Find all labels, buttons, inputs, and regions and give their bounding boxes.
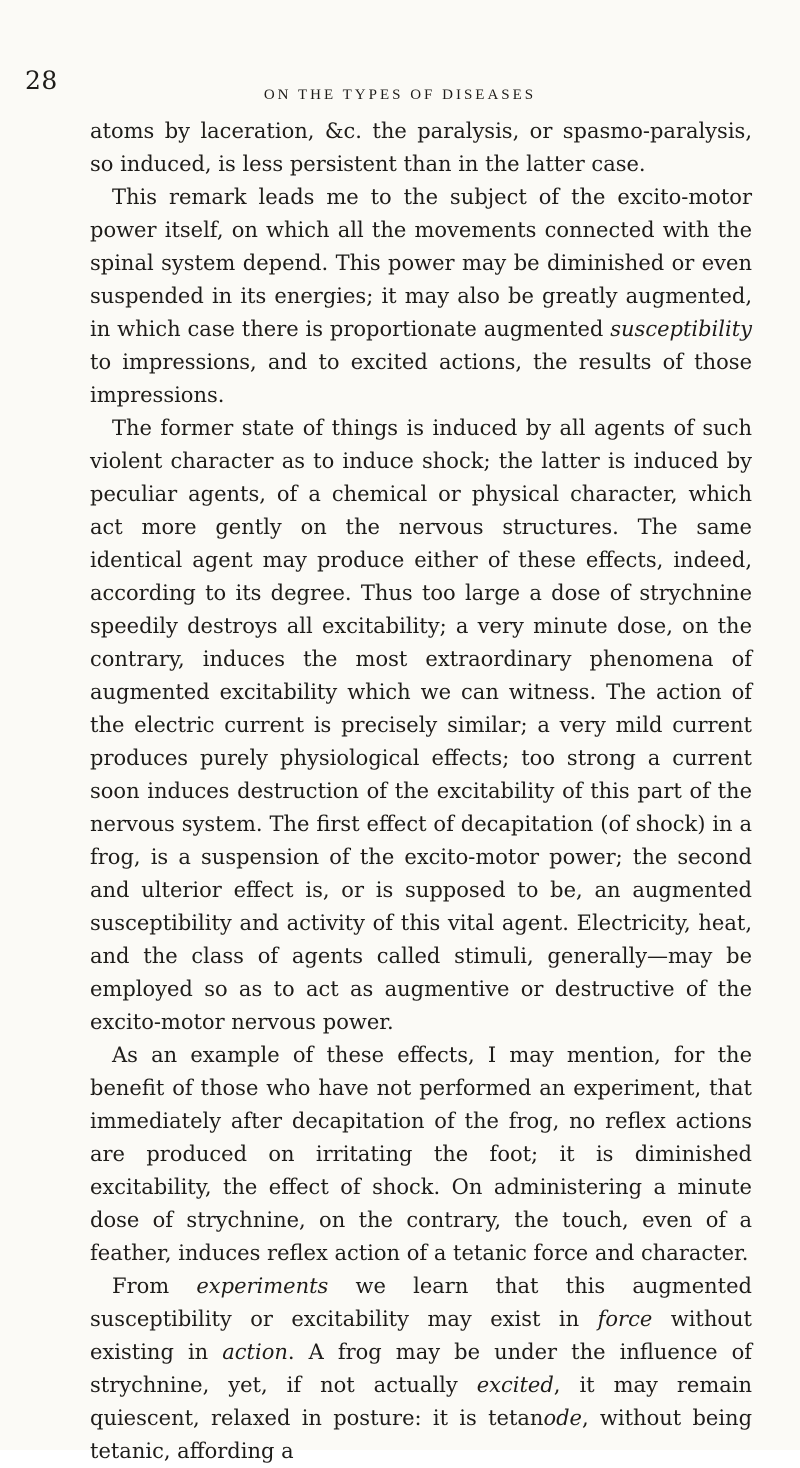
paragraph-2-italic-susceptibility: susceptibility <box>610 317 752 341</box>
paragraph-2-text-a: This remark leads me to the subject of the excito-motor power itself, on which all the movements connected with the spinal system depend. This power may be diminished or even suspended in its energies; it may also be greatly augmented, in which case there is proportionate augmented <box>90 185 752 341</box>
body-text <box>90 115 752 1468</box>
paragraph-5-text-e: without existing in <box>90 1307 752 1364</box>
paragraph-5-text-i: , it may remain quiescent, relaxed in posture: it is tetan <box>90 1373 752 1430</box>
paragraph-2 <box>90 181 752 412</box>
paragraph-5-italic-excited: excited <box>476 1373 554 1397</box>
paragraph-1: atoms by laceration, &c. the paralysis, or spasmo-paralysis, so induced, is less persistent than in the latter case. <box>90 119 752 176</box>
paragraph-4: As an example of these effects, I may mention, for the benefit of those who have not performed an experiment, that immediately after decapitation of the frog, no reflex actions are produced on irritating the foot; it is diminished excitability, the effect of shock. On administering a minute dose of strychnine, on the contrary, the touch, even of a feather, induces reflex action of a tetanic force and character. <box>90 1043 752 1265</box>
paragraph-5-text-a: From <box>112 1274 197 1298</box>
paragraph-5-text-c: we learn that this augmented susceptibility or excitability may exist in <box>90 1274 752 1331</box>
paragraph-5-italic-ode: ode <box>543 1406 582 1430</box>
paragraph-2-text-c: to impressions, and to excited actions, the results of those impressions. <box>90 350 752 407</box>
paragraph-5-text-g: . A frog may be under the influence of strychnine, yet, if not actually <box>90 1340 752 1397</box>
paragraph-5-text-k: , without being tetanic, affording a <box>90 1406 753 1463</box>
paragraph-3: The former state of things is induced by all agents of such violent character as to induce shock; the latter is induced by peculiar agents, of a chemical or physical character, which act more gently on the nervous structures. The same identical agent may produce either of these effects, indeed, according to its degree. Thus too large a dose of strychnine speedily destroys all excitability; a very minute dose, on the contrary, induces the most extraordinary phenomena of augmented excitability which we can witness. The action of the electric current is precisely similar; a very mild current produces purely physiological effects; too strong a current soon induces destruction of the excitability of this part of the nervous system. The first effect of decapitation (of shock) in a frog, is a suspension of the excito-motor power; the second and ulterior effect is, or is supposed to be, an augmented susceptibility and activity of this vital agent. Electricity, heat, and the class of agents called stimuli, generally—may be employed so as to act as augmentive or destructive of the excito-motor nervous power. <box>90 416 752 1034</box>
paragraph-5-italic-action: action <box>222 1340 288 1364</box>
paragraph-5-italic-force: force <box>597 1307 653 1331</box>
page-number: 28 <box>25 66 58 95</box>
paragraph-5-italic-experiments: experiments <box>196 1274 329 1298</box>
paragraph-5 <box>90 1270 752 1468</box>
running-head: ON THE TYPES OF DISEASES <box>263 87 537 103</box>
